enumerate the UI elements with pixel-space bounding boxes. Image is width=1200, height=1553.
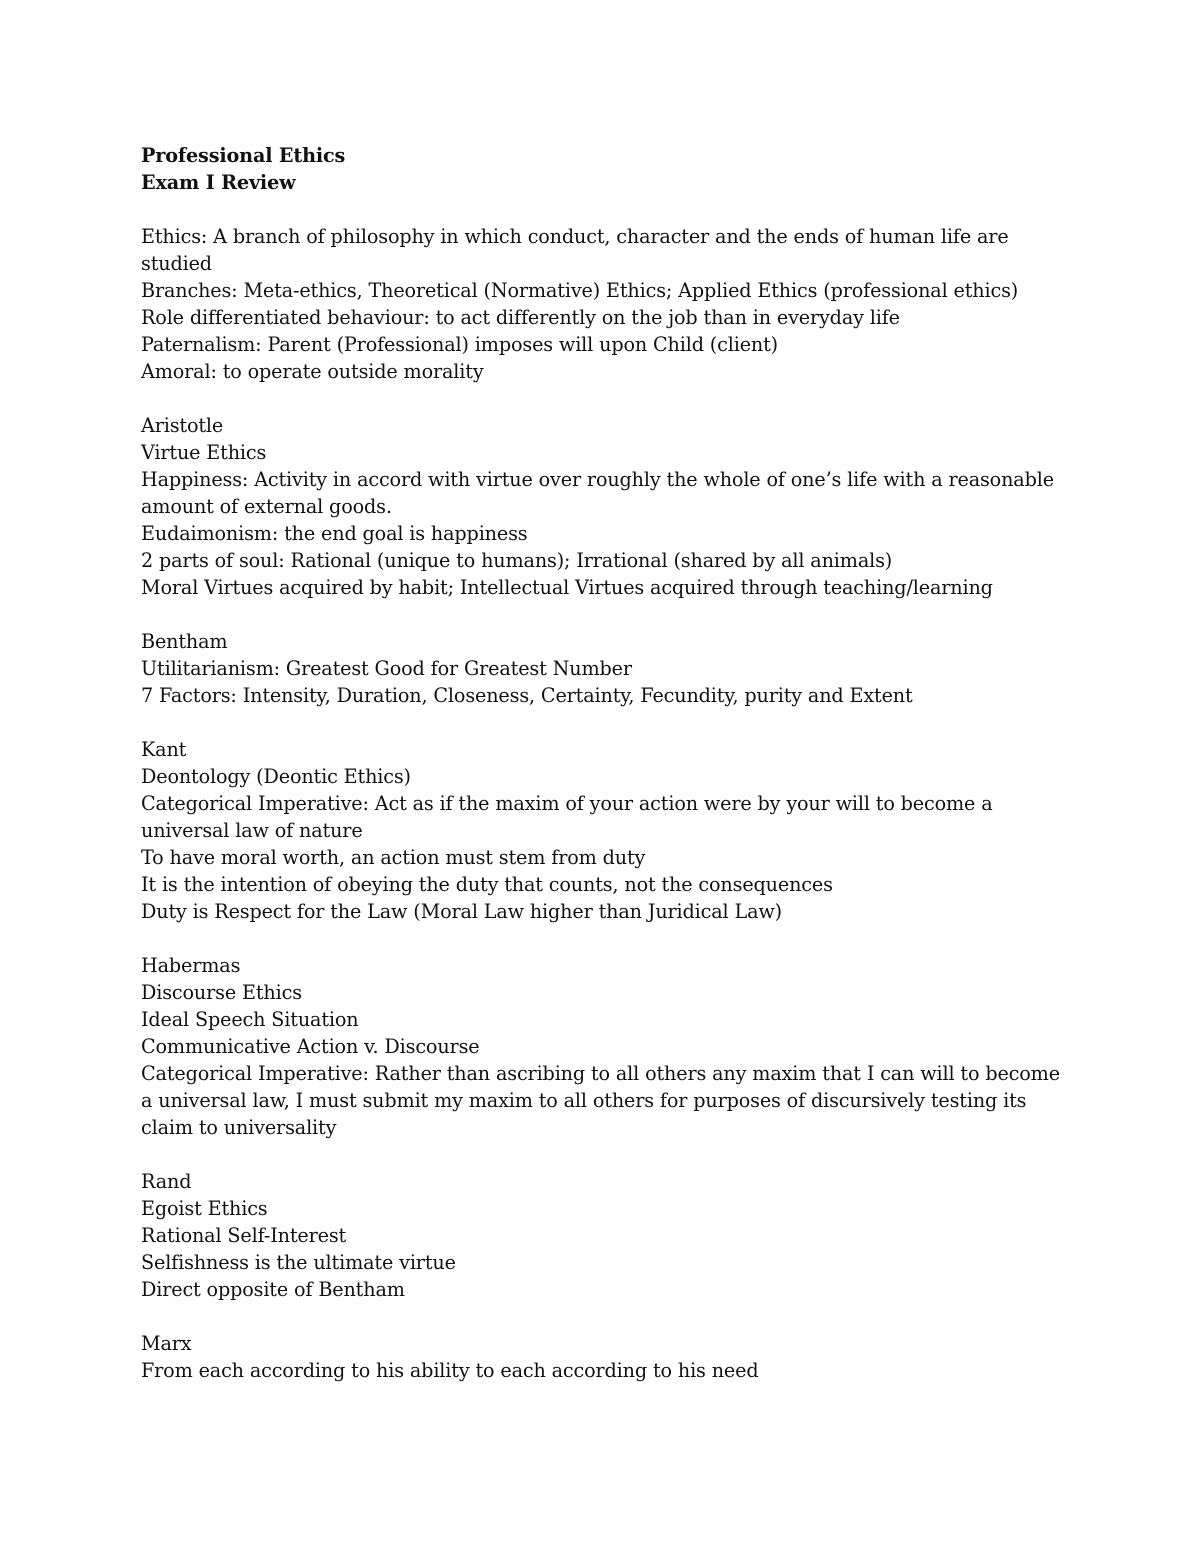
section-heading: Bentham	[141, 630, 228, 653]
section-marx	[141, 1330, 1061, 1384]
section-rand	[141, 1168, 1061, 1303]
section-aristotle	[141, 412, 1061, 601]
document-title: Professional Ethics	[141, 144, 346, 167]
section-kant	[141, 736, 1061, 925]
text-line: It is the intention of obeying the duty that counts, not the consequences	[141, 873, 833, 896]
text-line: Direct opposite of Bentham	[141, 1278, 405, 1301]
title-block	[141, 142, 1061, 196]
text-line: Moral Virtues acquired by habit; Intellectual Virtues acquired through teaching/learning	[141, 576, 993, 599]
text-line: Discourse Ethics	[141, 981, 302, 1004]
text-line: 7 Factors: Intensity, Duration, Closeness, Certainty, Fecundity, purity and Extent	[141, 684, 913, 707]
document-body	[141, 142, 1061, 1411]
section-definitions	[141, 223, 1061, 385]
text-line: 2 parts of soul: Rational (unique to humans); Irrational (shared by all animals)	[141, 549, 893, 572]
text-line: Eudaimonism: the end goal is happiness	[141, 522, 528, 545]
text-line: Paternalism: Parent (Professional) imposes will upon Child (client)	[141, 333, 779, 356]
text-line: Rational Self-Interest	[141, 1224, 347, 1247]
text-line: Egoist Ethics	[141, 1197, 268, 1220]
section-heading: Aristotle	[141, 414, 224, 437]
section-bentham	[141, 628, 1061, 709]
text-line: Branches: Meta-ethics, Theoretical (Normative) Ethics; Applied Ethics (professional ethics)	[141, 279, 1019, 302]
text-line: Virtue Ethics	[141, 441, 267, 464]
text-line: From each according to his ability to each according to his need	[141, 1359, 759, 1382]
text-line: Ethics: A branch of philosophy in which conduct, character and the ends of human life are studied	[141, 225, 1009, 275]
section-heading: Marx	[141, 1332, 192, 1355]
text-line: Amoral: to operate outside morality	[141, 360, 484, 383]
text-line: Deontology (Deontic Ethics)	[141, 765, 411, 788]
text-line: Happiness: Activity in accord with virtue over roughly the whole of one’s life with a reasonable amount of external goods.	[141, 468, 1054, 518]
section-heading: Habermas	[141, 954, 241, 977]
section-habermas	[141, 952, 1061, 1141]
text-line: Categorical Imperative: Act as if the maxim of your action were by your will to become a universal law of nature	[141, 792, 993, 842]
text-line: Role differentiated behaviour: to act differently on the job than in everyday life	[141, 306, 900, 329]
document-subtitle: Exam I Review	[141, 171, 296, 194]
text-line: Duty is Respect for the Law (Moral Law higher than Juridical Law)	[141, 900, 782, 923]
text-line: To have moral worth, an action must stem from duty	[141, 846, 646, 869]
text-line: Communicative Action v. Discourse	[141, 1035, 480, 1058]
section-heading: Rand	[141, 1170, 192, 1193]
text-line: Ideal Speech Situation	[141, 1008, 359, 1031]
text-line: Categorical Imperative: Rather than ascribing to all others any maxim that I can will to become a universal law, I must submit my maxim to all others for purposes of discursively testing its claim to universality	[141, 1062, 1060, 1139]
section-heading: Kant	[141, 738, 187, 761]
text-line: Utilitarianism: Greatest Good for Greatest Number	[141, 657, 632, 680]
text-line: Selfishness is the ultimate virtue	[141, 1251, 456, 1274]
